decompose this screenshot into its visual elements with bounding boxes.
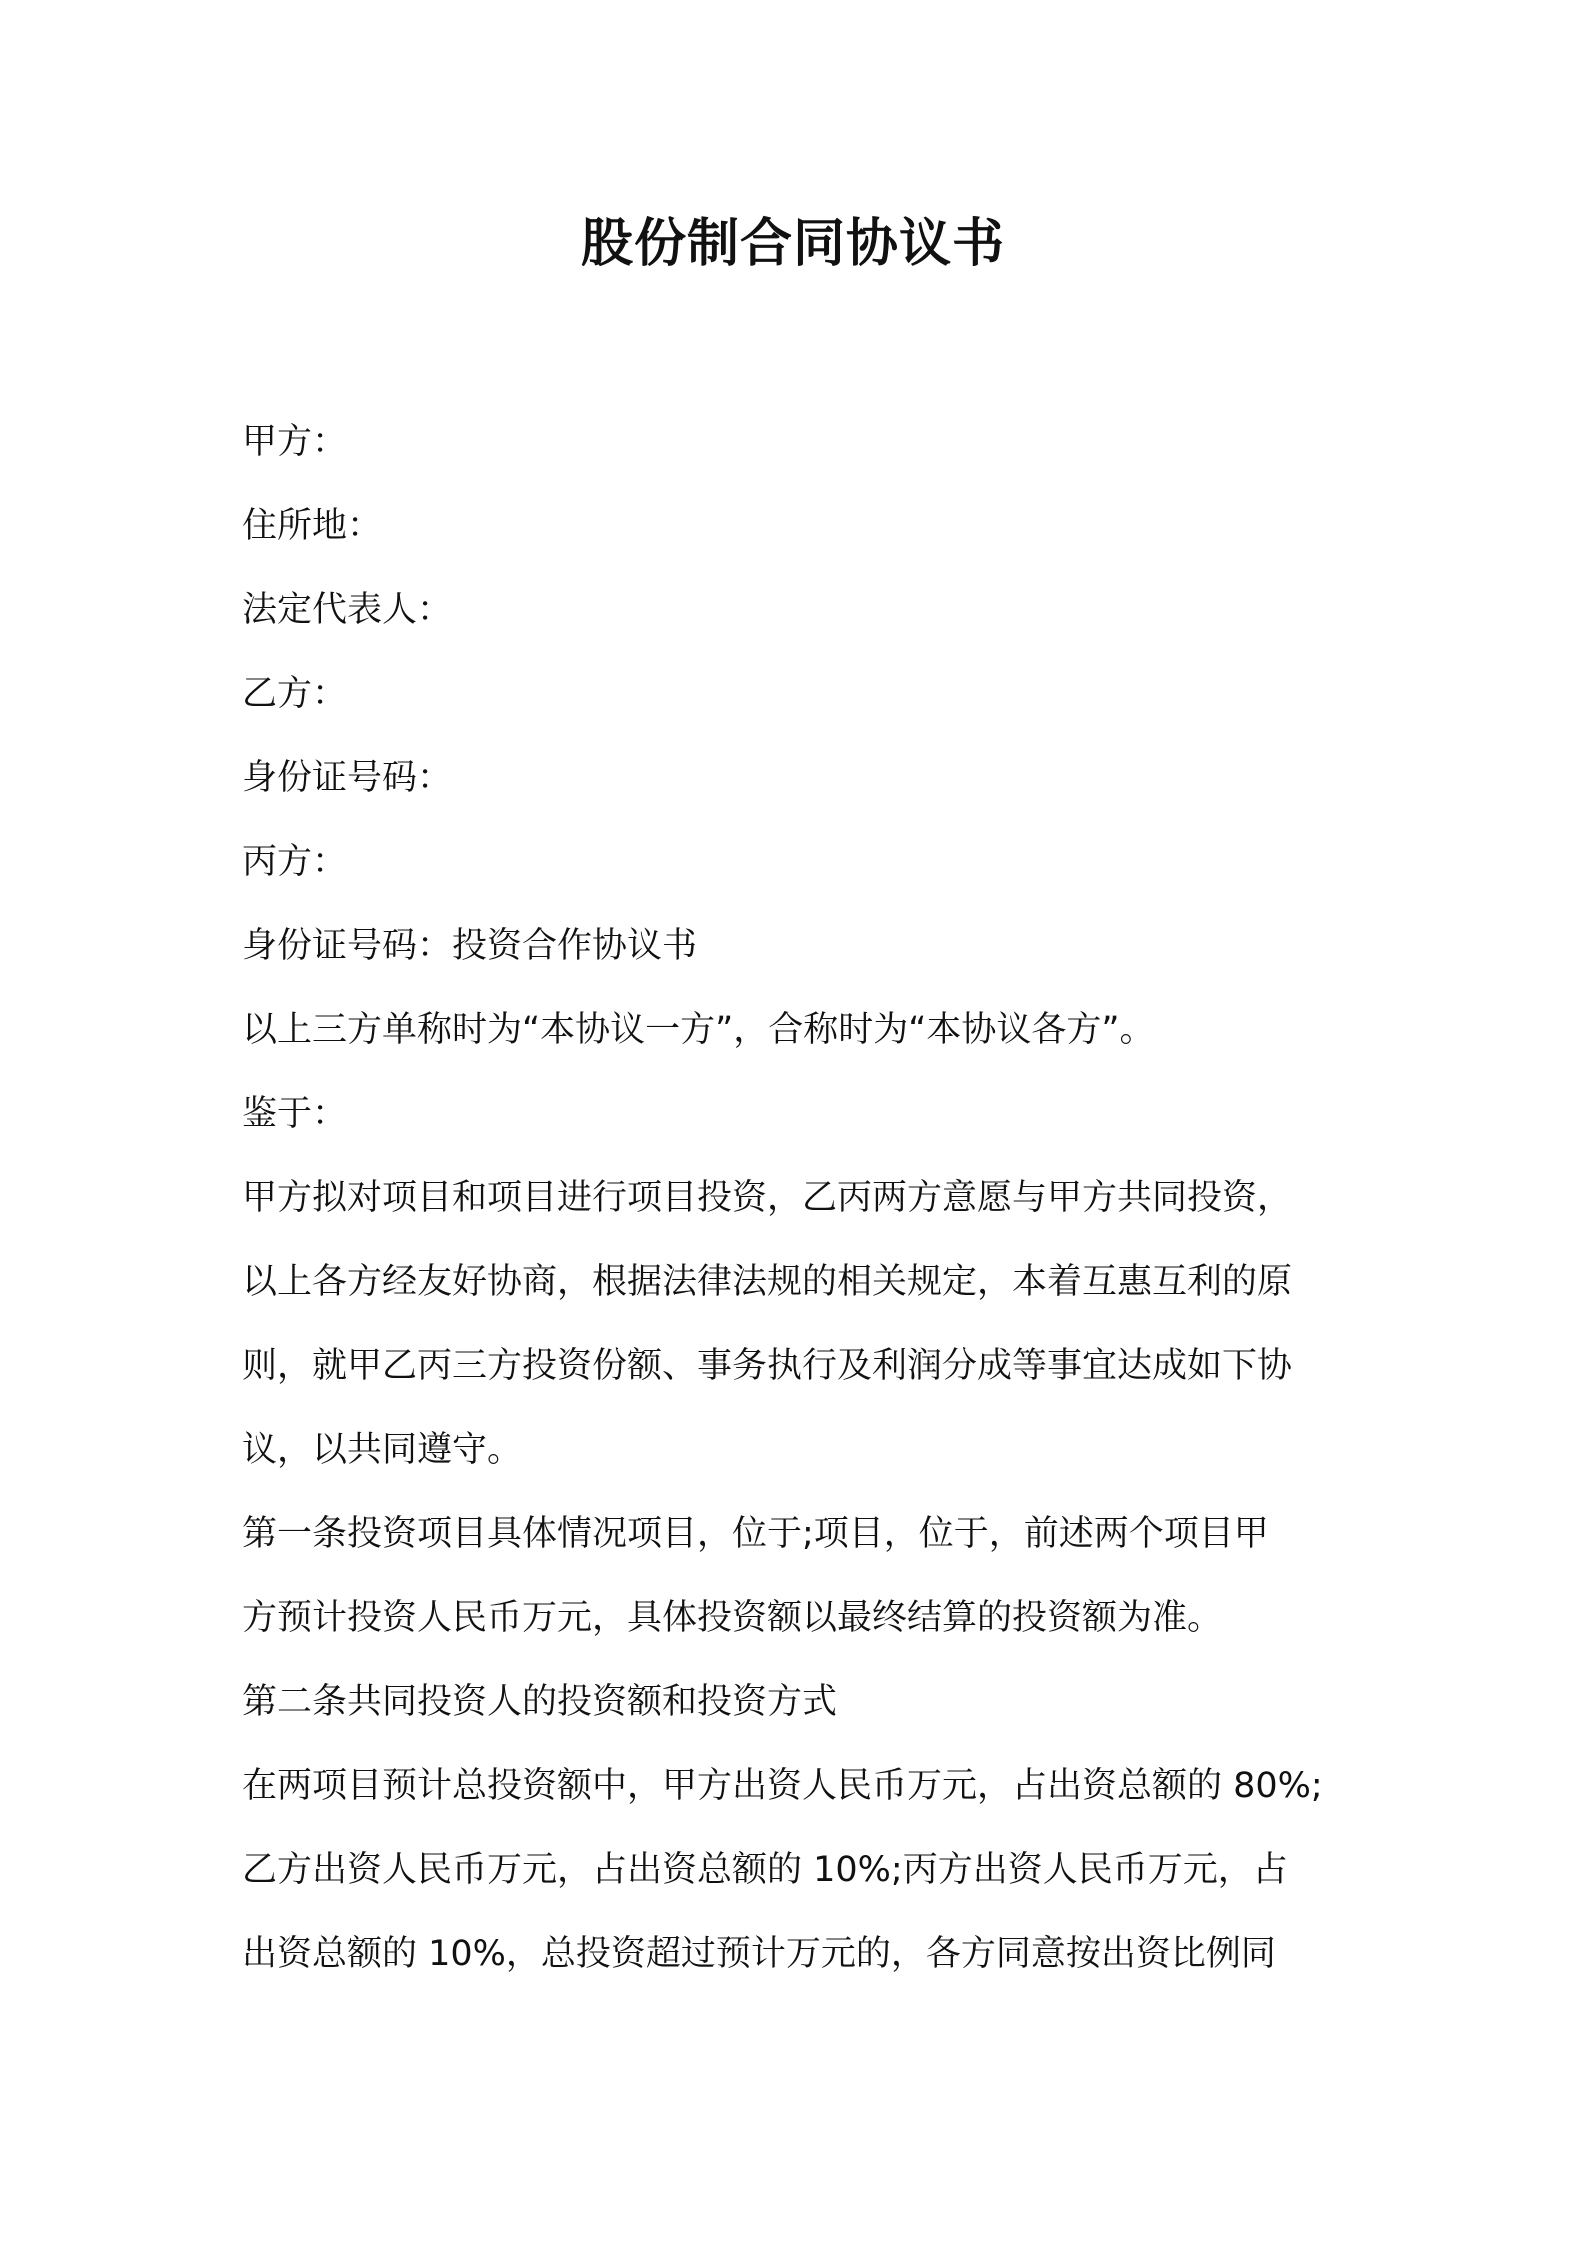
- legal-representative-line: 法定代表人：: [242, 590, 453, 630]
- paragraph-line: 则，就甲乙丙三方投资份额、事务执行及利润分成等事宜达成如下协: [242, 1346, 1293, 1386]
- paragraph-line: 议，以共同遵守。: [242, 1430, 523, 1470]
- paragraph-line: 甲方拟对项目和项目进行项目投资，乙丙两方意愿与甲方共同投资，: [242, 1178, 1293, 1218]
- address-line: 住所地：: [242, 506, 383, 546]
- paragraph-line: 以上各方经友好协商，根据法律法规的相关规定，本着互惠互利的原: [242, 1262, 1293, 1302]
- party-c-line: 丙方：: [242, 842, 348, 882]
- party-a-line: 甲方：: [242, 422, 348, 462]
- article-one-line: 第一条投资项目具体情况项目，位于;项目，位于，前述两个项目甲: [242, 1514, 1269, 1554]
- article-two-line: 出资总额的 10%，总投资超过预计万元的，各方同意按出资比例同: [242, 1934, 1276, 1974]
- article-two-line: 乙方出资人民币万元，占出资总额的 10%;丙方出资人民币万元，占: [242, 1850, 1288, 1890]
- article-two-heading: 第二条共同投资人的投资额和投资方式: [242, 1682, 838, 1722]
- article-two-line: 在两项目预计总投资额中，甲方出资人民币万元，占出资总额的 80%;: [242, 1766, 1323, 1806]
- whereas-heading: 鉴于：: [242, 1094, 348, 1134]
- party-b-id-line: 身份证号码：: [242, 758, 453, 798]
- document-title: 股份制合同协议书: [580, 214, 1005, 274]
- article-one-line: 方预计投资人民币万元，具体投资额以最终结算的投资额为准。: [242, 1598, 1223, 1638]
- party-b-line: 乙方：: [242, 674, 348, 714]
- party-c-id-line: 身份证号码：投资合作协议书: [242, 926, 698, 966]
- parties-definition-line: 以上三方单称时为“本协议一方”，合称时为“本协议各方”。: [242, 1010, 1155, 1050]
- document-body: [242, 400, 1362, 1996]
